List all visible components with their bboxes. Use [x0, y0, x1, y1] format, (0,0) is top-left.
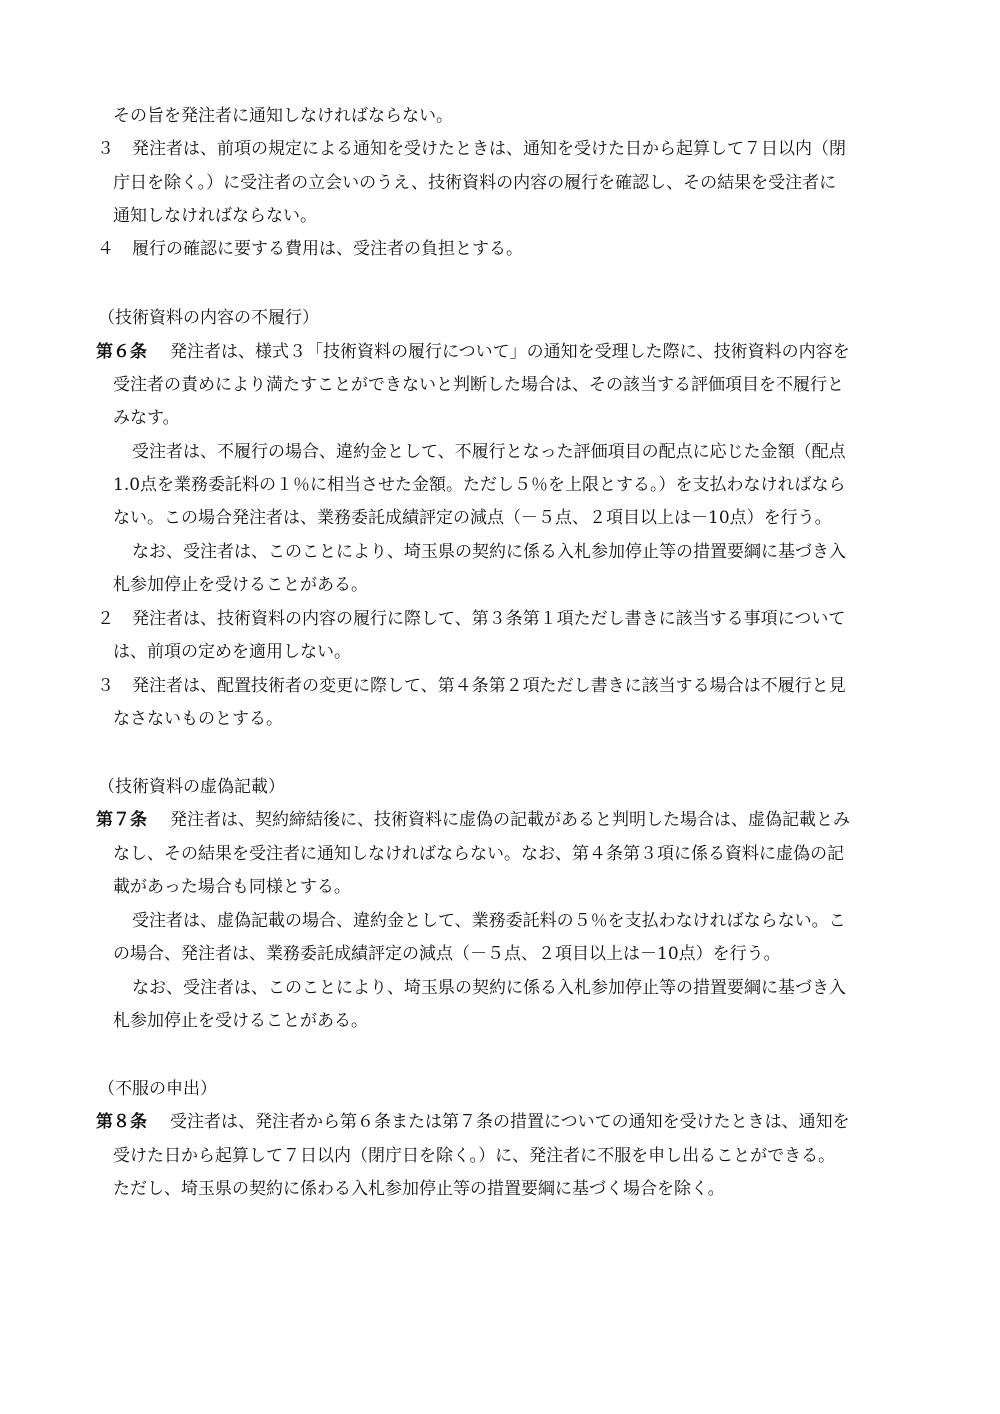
paragraph-text: 受注者は、不履行の場合、違約金として、不履行となった評価項目の配点に応じた金額（配点	[132, 442, 846, 462]
article-label	[96, 337, 147, 367]
paragraph-text: 受注者は、虚偽記載の場合、違約金として、業務委託料の５％を支払わなければならない。こ	[132, 911, 846, 931]
article-number: 第８条	[96, 1112, 147, 1132]
paragraph-text: ない。この場合発注者は、業務委託成績評定の減点（－５点、２項目以上は－10点）を行う。	[113, 508, 832, 528]
article-text: 受けた日から起算して７日以内（閉庁日を除く。）に、発注者に不服を申し出ることができる。	[113, 1146, 836, 1166]
item-number: ３	[97, 139, 114, 159]
item-text: 発注者は、技術資料の内容の履行に際して、第３条第１項ただし書きに該当する事項について	[132, 609, 846, 629]
article-text: 発注者は、様式３「技術資料の履行について」の通知を受理した際に、技術資料の内容を	[170, 342, 850, 362]
continuation-line: その旨を発注者に通知しなければならない。	[113, 106, 453, 126]
section-heading: （技術資料の内容の不履行）	[98, 308, 319, 328]
article-text: ただし、埼玉県の契約に係わる入札参加停止等の措置要綱に基づく場合を除く。	[113, 1179, 725, 1199]
paragraph-text: 札参加停止を受けることがある。	[113, 575, 368, 595]
paragraph-text: なお、受注者は、このことにより、埼玉県の契約に係る入札参加停止等の措置要綱に基づき入	[132, 978, 846, 998]
item-text: 通知しなければならない。	[113, 206, 317, 226]
item-text: は、前項の定めを適用しない。	[113, 642, 351, 662]
item-number: ３	[97, 676, 114, 696]
paragraph-text: なお、受注者は、このことにより、埼玉県の契約に係る入札参加停止等の措置要綱に基づき入	[132, 542, 846, 562]
item-number: ２	[97, 609, 114, 629]
article-label	[96, 805, 147, 835]
paragraph-text: 1.0点を業務委託料の１％に相当させた金額。ただし５％を上限とする。）を支払わなければなら	[113, 475, 846, 495]
item-text: 発注者は、配置技術者の変更に際して、第４条第２項ただし書きに該当する場合は不履行と見	[132, 676, 846, 696]
article-label	[96, 1107, 147, 1137]
article-number: 第７条	[96, 810, 147, 830]
article-text: 発注者は、契約締結後に、技術資料に虚偽の記載があると判明した場合は、虚偽記載とみ	[170, 810, 850, 830]
paragraph-text: 札参加停止を受けることがある。	[113, 1011, 368, 1031]
section-heading: （不服の申出）	[98, 1079, 217, 1099]
article-text: なし、その結果を受注者に通知しなければならない。なお、第４条第３項に係る資料に虚偽の記	[113, 844, 844, 864]
article-text: 受注者の責めにより満たすことができないと判断した場合は、その該当する評価項目を不履行と	[113, 375, 844, 395]
item-text: 発注者は、前項の規定による通知を受けたときは、通知を受けた日から起算して７日以内（閉	[132, 139, 846, 159]
paragraph-text: の場合、発注者は、業務委託成績評定の減点（－５点、２項目以上は－10点）を行う。	[113, 944, 781, 964]
article-text: 載があった場合も同様とする。	[113, 877, 351, 897]
section-heading: （技術資料の虚偽記載）	[98, 777, 285, 797]
article-text: 受注者は、発注者から第６条または第７条の措置についての通知を受けたときは、通知を	[170, 1112, 850, 1132]
article-number: 第６条	[96, 342, 147, 362]
item-text: なさないものとする。	[113, 709, 283, 729]
item-text: 庁日を除く。）に受注者の立会いのうえ、技術資料の内容の履行を確認し、その結果を受注者に	[113, 173, 837, 193]
item-number: ４	[97, 239, 114, 259]
article-text: みなす。	[113, 408, 180, 428]
item-text: 履行の確認に要する費用は、受注者の負担とする。	[132, 239, 523, 259]
